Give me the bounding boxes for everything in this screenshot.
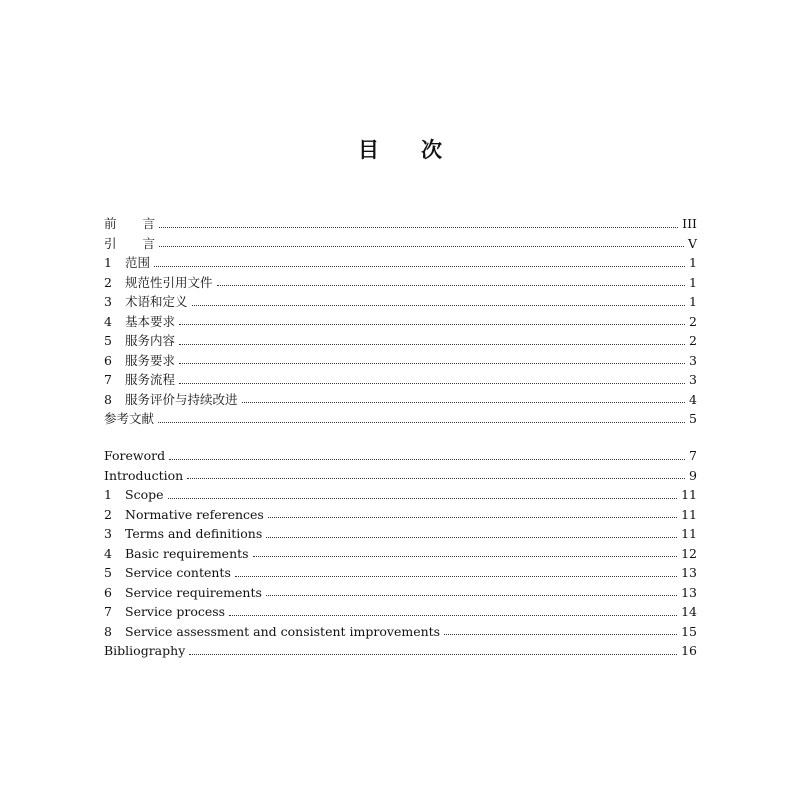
toc-dot-leader xyxy=(268,517,677,518)
toc-entry-label: Foreword xyxy=(104,448,166,463)
toc-dot-leader xyxy=(217,285,685,286)
toc-entry[interactable] xyxy=(104,641,697,661)
toc-entry-label: Terms and definitions xyxy=(125,526,263,541)
toc-entry[interactable] xyxy=(104,273,697,293)
toc-dot-leader xyxy=(159,227,678,228)
toc-dot-leader xyxy=(444,634,677,635)
toc-entry-page-number: V xyxy=(687,235,697,251)
toc-entry-page-number: 13 xyxy=(681,565,697,580)
toc-dot-leader xyxy=(266,537,677,538)
toc-entry-number: 4 xyxy=(104,313,112,329)
toc-dot-leader xyxy=(189,654,677,655)
toc-entry-label: Service process xyxy=(125,604,226,619)
toc-entry[interactable] xyxy=(104,351,697,371)
toc-entry-label: Service requirements xyxy=(125,584,262,600)
toc-entry[interactable] xyxy=(104,214,697,234)
toc-dot-leader xyxy=(187,478,685,479)
page-title-part1: 目 xyxy=(358,138,379,162)
toc-entry[interactable] xyxy=(104,370,697,390)
toc-entry-number: 3 xyxy=(104,526,112,541)
toc-entry-page-number: 11 xyxy=(681,526,697,541)
toc-entry-number: 4 xyxy=(104,545,112,561)
toc-entry-page-number: 13 xyxy=(681,584,697,600)
toc-entry-number: 8 xyxy=(104,623,112,639)
toc-entry-page-number: 1 xyxy=(689,294,697,309)
toc-entry-number: 7 xyxy=(104,372,112,387)
toc-entry-number: 5 xyxy=(104,333,112,348)
toc-entry-number: 7 xyxy=(104,604,112,619)
toc-dot-leader xyxy=(154,266,685,267)
toc-dot-leader xyxy=(179,324,685,325)
toc-entry-label: 规范性引用文件 xyxy=(125,274,213,290)
toc-entry-page-number: 7 xyxy=(689,448,697,463)
toc-entry-number: 8 xyxy=(104,391,112,407)
toc-entry-page-number: 3 xyxy=(689,372,697,387)
toc-dot-leader xyxy=(229,615,677,616)
toc-entry-label: 参考文献 xyxy=(104,411,155,426)
toc-entry-page-number: 2 xyxy=(689,313,697,329)
toc-entry-page-number: 11 xyxy=(681,506,697,522)
toc-entry-label: Basic requirements xyxy=(125,545,249,561)
toc-entry[interactable] xyxy=(104,253,697,273)
toc-entry-label xyxy=(104,214,155,234)
toc-entry-label-char: 引 xyxy=(104,235,117,251)
page-title-part2: 次 xyxy=(421,138,442,162)
toc-entry-page-number: III xyxy=(682,216,697,231)
toc-entry[interactable] xyxy=(104,505,697,525)
toc-dot-leader xyxy=(169,459,685,460)
toc-entry[interactable] xyxy=(104,622,697,642)
toc-entry-page-number: 14 xyxy=(681,604,697,619)
toc-entry-page-number: 15 xyxy=(681,623,697,639)
toc-entry[interactable] xyxy=(104,446,697,466)
toc-entry-page-number: 16 xyxy=(681,643,697,658)
toc-entry-label: 基本要求 xyxy=(125,313,176,329)
toc-entry-label: Bibliography xyxy=(104,643,186,658)
toc-entry-page-number: 4 xyxy=(689,391,697,407)
toc-dot-leader xyxy=(235,576,677,577)
toc-dot-leader xyxy=(168,498,678,499)
toc-entry[interactable] xyxy=(104,312,697,332)
toc-entry-number: 1 xyxy=(104,255,112,270)
toc-entry[interactable] xyxy=(104,544,697,564)
toc-entry[interactable] xyxy=(104,563,697,583)
toc-dot-leader xyxy=(253,556,678,557)
toc-entry[interactable] xyxy=(104,466,697,486)
toc-entry-page-number: 12 xyxy=(681,545,697,561)
toc-dot-leader xyxy=(179,363,685,364)
toc-entry-number: 1 xyxy=(104,487,112,502)
toc-entry-page-number: 3 xyxy=(689,352,697,368)
toc-dot-leader xyxy=(179,383,685,384)
toc-entry-label: Normative references xyxy=(125,506,264,522)
toc-entry-label-char: 言 xyxy=(142,216,156,231)
toc-entry[interactable] xyxy=(104,409,697,429)
toc-dot-leader xyxy=(179,344,685,345)
toc-entry-number: 2 xyxy=(104,506,112,522)
toc-entry-number: 2 xyxy=(104,274,112,290)
toc-entry-label: 服务评价与持续改进 xyxy=(125,391,238,407)
toc-entry-label: 范围 xyxy=(125,255,151,270)
toc-entry-label: Service contents xyxy=(125,565,231,580)
toc-entry-label: Introduction xyxy=(104,467,184,483)
toc-entry-page-number: 1 xyxy=(689,255,697,270)
toc-entry-label xyxy=(104,234,155,254)
toc-entry-label: 服务内容 xyxy=(125,333,176,348)
toc-entry[interactable] xyxy=(104,583,697,603)
toc-entry[interactable] xyxy=(104,234,697,254)
toc-dot-leader xyxy=(266,595,677,596)
page-title xyxy=(0,134,800,164)
toc-entry-label-char: 言 xyxy=(142,235,156,251)
toc-entry-label: Service assessment and consistent improvements xyxy=(125,623,441,639)
toc-entry[interactable] xyxy=(104,331,697,351)
toc-entry[interactable] xyxy=(104,390,697,410)
toc-dot-leader xyxy=(159,246,684,247)
toc-entry-page-number: 11 xyxy=(681,487,697,502)
toc-entry-label: 服务流程 xyxy=(125,372,176,387)
toc-dot-leader xyxy=(242,402,685,403)
toc-entry[interactable] xyxy=(104,602,697,622)
toc-entry[interactable] xyxy=(104,292,697,312)
toc-entry-page-number: 9 xyxy=(689,467,697,483)
toc-entry-label: 术语和定义 xyxy=(125,294,188,309)
toc-entry-label: Scope xyxy=(125,487,164,502)
toc-entry[interactable] xyxy=(104,485,697,505)
toc-entry-page-number: 1 xyxy=(689,274,697,290)
toc-entry[interactable] xyxy=(104,524,697,544)
toc-dot-leader xyxy=(192,305,685,306)
toc-entry-number: 5 xyxy=(104,565,112,580)
toc-entry-label-char: 前 xyxy=(104,216,117,231)
toc-entry-page-number: 2 xyxy=(689,333,697,348)
toc-entry-number: 3 xyxy=(104,294,112,309)
toc-chinese xyxy=(104,214,697,429)
toc-entry-number: 6 xyxy=(104,584,112,600)
toc-dot-leader xyxy=(158,422,685,423)
toc-entry-page-number: 5 xyxy=(689,411,697,426)
toc-english xyxy=(104,446,697,661)
toc-entry-number: 6 xyxy=(104,352,112,368)
toc-entry-label: 服务要求 xyxy=(125,352,176,368)
